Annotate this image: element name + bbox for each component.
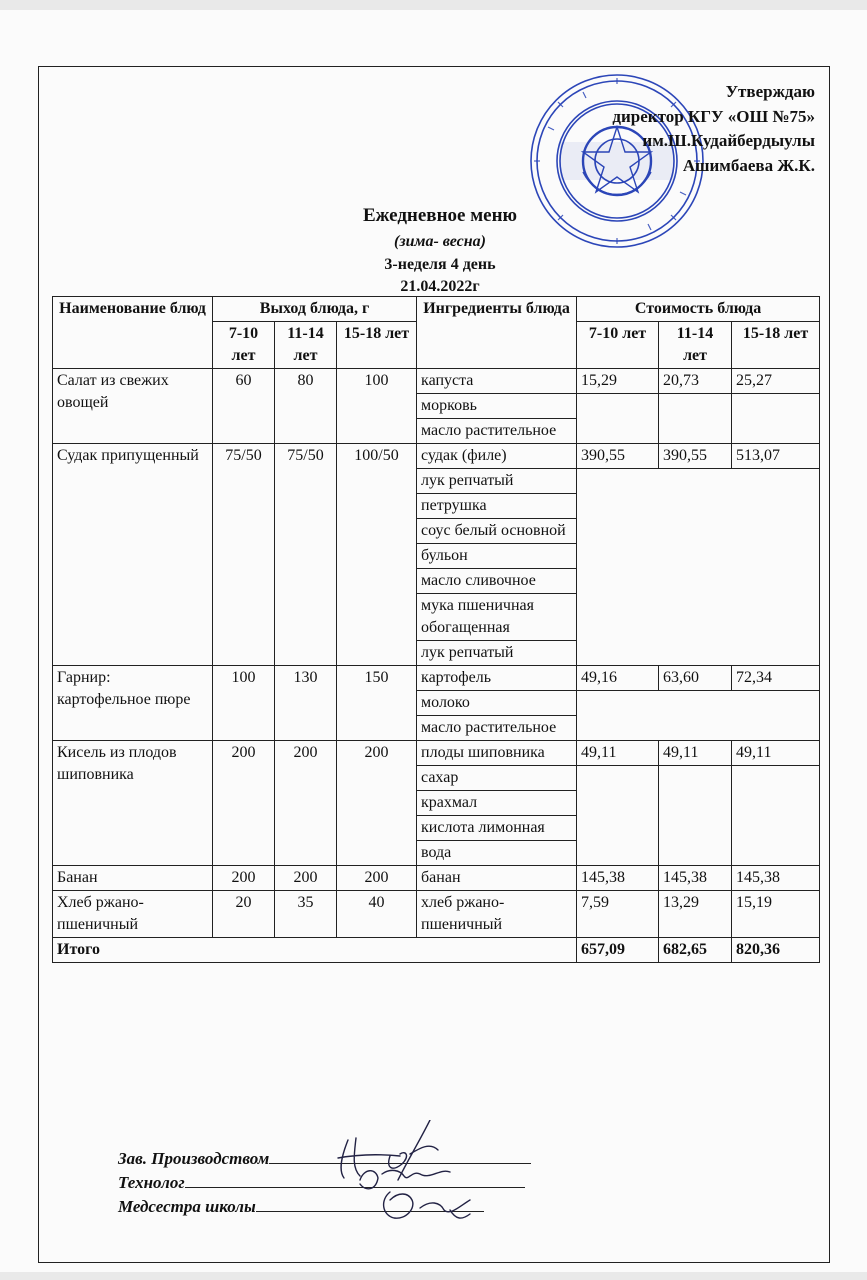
output-11-14: 80 — [275, 369, 337, 444]
cost-blank — [732, 394, 820, 444]
approval-line: Утверждаю — [725, 82, 815, 101]
cost-7-10: 15,29 — [577, 369, 659, 394]
cost-11-14: 390,55 — [659, 444, 732, 469]
cost-7-10: 145,38 — [577, 866, 659, 891]
table-row — [53, 866, 820, 891]
cost-15-18: 72,34 — [732, 666, 820, 691]
output-7-10: 200 — [213, 741, 275, 866]
header-output: Выход блюда, г — [213, 297, 417, 322]
cost-blank — [732, 766, 820, 866]
header-out-7-10: 7-10 лет — [213, 322, 275, 369]
cost-11-14: 20,73 — [659, 369, 732, 394]
output-7-10: 20 — [213, 891, 275, 938]
output-7-10: 100 — [213, 666, 275, 741]
header-cost-11-14: 11-14 лет — [659, 322, 732, 369]
cost-11-14: 145,38 — [659, 866, 732, 891]
output-15-18: 40 — [337, 891, 417, 938]
signature-nurse-label: Медсестра школы — [118, 1197, 256, 1216]
ingredient: кислота лимонная — [417, 816, 577, 841]
document-page — [0, 10, 867, 1272]
ingredient: вода — [417, 841, 577, 866]
cost-15-18: 513,07 — [732, 444, 820, 469]
handwritten-signature-icon — [320, 1120, 550, 1230]
header-ingredients: Ингредиенты блюда — [417, 297, 577, 369]
approval-block — [612, 80, 815, 178]
table-row — [53, 369, 820, 394]
header-cost-15-18: 15-18 лет — [732, 322, 820, 369]
ingredient: молоко — [417, 691, 577, 716]
output-11-14: 35 — [275, 891, 337, 938]
cost-7-10: 390,55 — [577, 444, 659, 469]
table-row — [53, 666, 820, 691]
ingredient: петрушка — [417, 494, 577, 519]
cost-blank — [577, 691, 820, 741]
output-15-18: 200 — [337, 866, 417, 891]
ingredient: масло растительное — [417, 716, 577, 741]
ingredient: мука пшеничная обогащенная — [417, 594, 577, 641]
cost-blank — [577, 766, 659, 866]
cost-7-10: 49,16 — [577, 666, 659, 691]
ingredient: масло сливочное — [417, 569, 577, 594]
dish-name: Кисель из плодов шиповника — [53, 741, 213, 866]
ingredient: морковь — [417, 394, 577, 419]
table-row — [53, 891, 820, 938]
approval-school: им.Ш.Кудайбердыулы — [642, 131, 815, 150]
ingredient: соус белый основной — [417, 519, 577, 544]
menu-table — [52, 296, 820, 963]
output-11-14: 130 — [275, 666, 337, 741]
ingredient: судак (филе) — [417, 444, 577, 469]
cost-15-18: 15,19 — [732, 891, 820, 938]
cost-blank — [577, 394, 659, 444]
ingredient: масло растительное — [417, 419, 577, 444]
total-label: Итого — [53, 938, 577, 963]
ingredient: крахмал — [417, 791, 577, 816]
cost-blank — [577, 469, 820, 666]
output-15-18: 200 — [337, 741, 417, 866]
cost-11-14: 49,11 — [659, 741, 732, 766]
cost-7-10: 49,11 — [577, 741, 659, 766]
header-cost-7-10: 7-10 лет — [577, 322, 659, 369]
output-15-18: 100 — [337, 369, 417, 444]
ingredient: лук репчатый — [417, 469, 577, 494]
ingredient: лук репчатый — [417, 641, 577, 666]
output-15-18: 100/50 — [337, 444, 417, 666]
ingredient: капуста — [417, 369, 577, 394]
cost-15-18: 49,11 — [732, 741, 820, 766]
signature-production-label: Зав. Производством — [118, 1149, 270, 1168]
output-7-10: 75/50 — [213, 444, 275, 666]
output-11-14: 200 — [275, 741, 337, 866]
dish-name: Гарнир: картофельное пюре — [53, 666, 213, 741]
total-15-18: 820,36 — [732, 938, 820, 963]
cost-15-18: 145,38 — [732, 866, 820, 891]
cost-15-18: 25,27 — [732, 369, 820, 394]
ingredient: хлеб ржано-пшеничный — [417, 891, 577, 938]
week-day-label: 3-неделя 4 день — [384, 256, 496, 273]
total-row — [53, 938, 820, 963]
total-11-14: 682,65 — [659, 938, 732, 963]
cost-11-14: 13,29 — [659, 891, 732, 938]
dish-name: Банан — [53, 866, 213, 891]
ingredient: картофель — [417, 666, 577, 691]
cost-11-14: 63,60 — [659, 666, 732, 691]
dish-name: Хлеб ржано-пшеничный — [53, 891, 213, 938]
header-out-11-14: 11-14 лет — [275, 322, 337, 369]
table-row — [53, 741, 820, 766]
cost-blank — [659, 394, 732, 444]
approval-name: Ашимбаева Ж.К. — [682, 155, 815, 175]
header-out-15-18: 15-18 лет — [337, 322, 417, 369]
output-11-14: 200 — [275, 866, 337, 891]
header-dish: Наименование блюд — [53, 297, 213, 369]
ingredient: банан — [417, 866, 577, 891]
title-block — [290, 202, 590, 298]
output-7-10: 200 — [213, 866, 275, 891]
ingredient: плоды шиповника — [417, 741, 577, 766]
header-cost: Стоимость блюда — [577, 297, 820, 322]
season-subtitle: (зима- весна) — [394, 233, 486, 250]
page-title: Ежедневное меню — [362, 205, 518, 226]
output-7-10: 60 — [213, 369, 275, 444]
dish-name: Салат из свежих овощей — [53, 369, 213, 444]
ingredient: сахар — [417, 766, 577, 791]
ingredient: бульон — [417, 544, 577, 569]
output-15-18: 150 — [337, 666, 417, 741]
table-row — [53, 444, 820, 469]
total-7-10: 657,09 — [577, 938, 659, 963]
signature-technologist-label: Технолог — [118, 1173, 185, 1192]
menu-date: 21.04.2022г — [400, 278, 480, 295]
output-11-14: 75/50 — [275, 444, 337, 666]
dish-name: Судак припущенный — [53, 444, 213, 666]
cost-blank — [659, 766, 732, 866]
cost-7-10: 7,59 — [577, 891, 659, 938]
approval-director: директор КГУ «ОШ №75» — [612, 106, 815, 126]
